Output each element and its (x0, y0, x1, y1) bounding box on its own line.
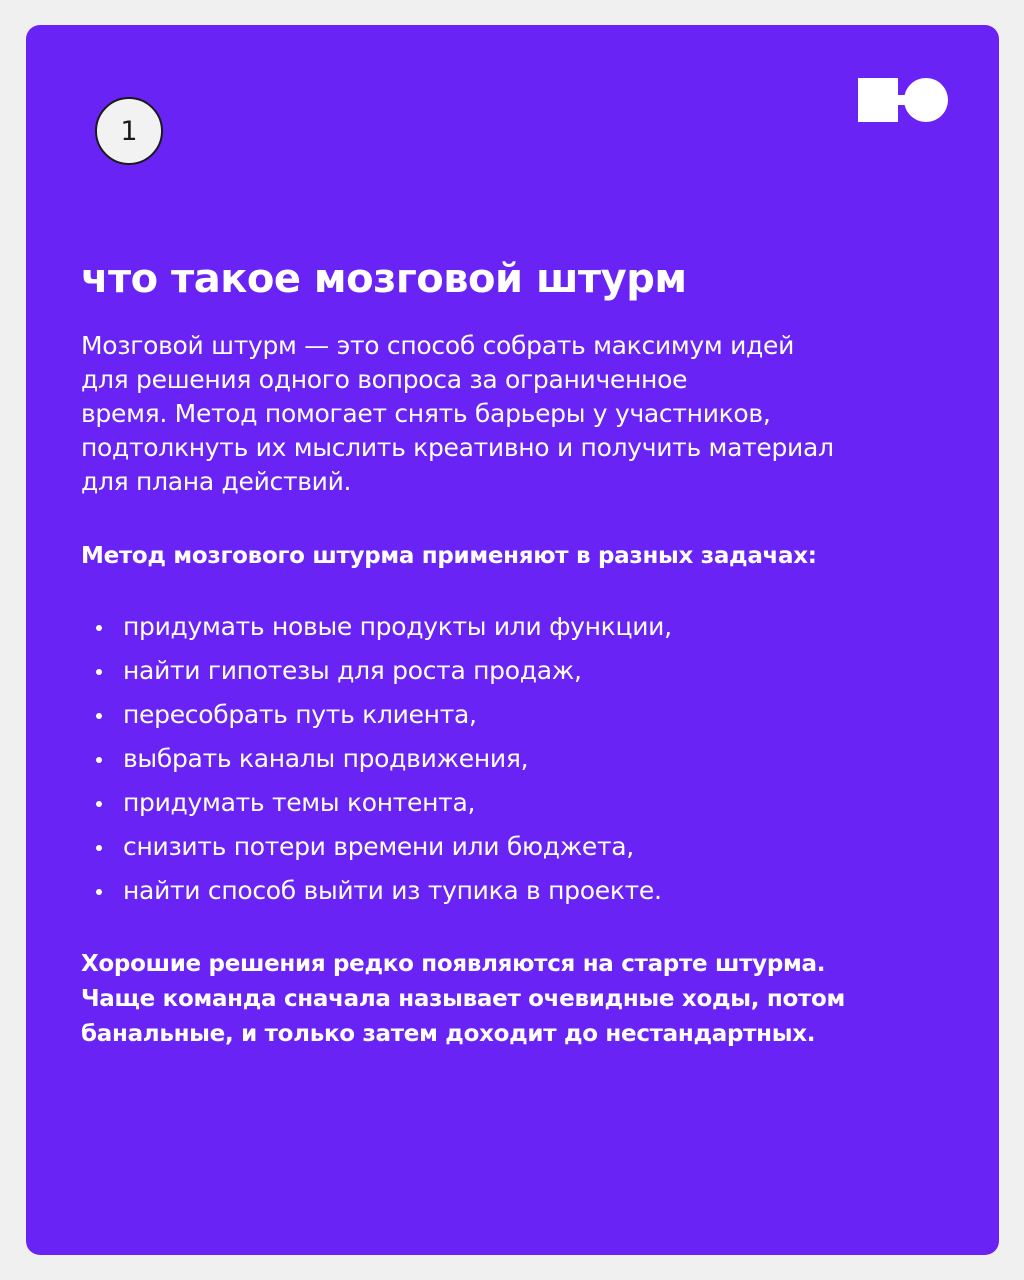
closing-line: Хорошие решения редко появляются на старте штурма. (81, 951, 826, 977)
list-item: придумать темы контента, (81, 781, 951, 825)
list-item: снизить потери времени или бюджета, (81, 825, 951, 869)
intro-line: для плана действий. (81, 467, 352, 496)
intro-line: подтолкнуть их мыслить креативно и получить материал (81, 433, 834, 462)
list-item: найти гипотезы для роста продаж, (81, 649, 951, 693)
closing-paragraph (81, 947, 951, 1052)
list-item: придумать новые продукты или функции, (81, 605, 951, 649)
lead-heading: Метод мозгового штурма применяют в разных задачах: (81, 543, 817, 569)
intro-line: для решения одного вопроса за ограниченное (81, 365, 688, 394)
slide-content (81, 253, 951, 1052)
intro-paragraph (81, 329, 951, 499)
page-number-badge: 1 (95, 97, 163, 165)
page-title: что такое мозговой штурм (81, 256, 687, 302)
task-list (81, 605, 951, 913)
list-item: пересобрать путь клиента, (81, 693, 951, 737)
list-item: найти способ выйти из тупика в проекте. (81, 869, 951, 913)
closing-line: банальные, и только затем доходит до нестандартных. (81, 1021, 816, 1047)
brand-logo-icon (858, 78, 948, 122)
list-item: выбрать каналы продвижения, (81, 737, 951, 781)
slide-card (26, 25, 999, 1255)
intro-line: время. Метод помогает снять барьеры у участников, (81, 399, 771, 428)
closing-line: Чаще команда сначала называет очевидные ходы, потом (81, 986, 845, 1012)
intro-line: Мозговой штурм — это способ собрать максимум идей (81, 331, 795, 360)
